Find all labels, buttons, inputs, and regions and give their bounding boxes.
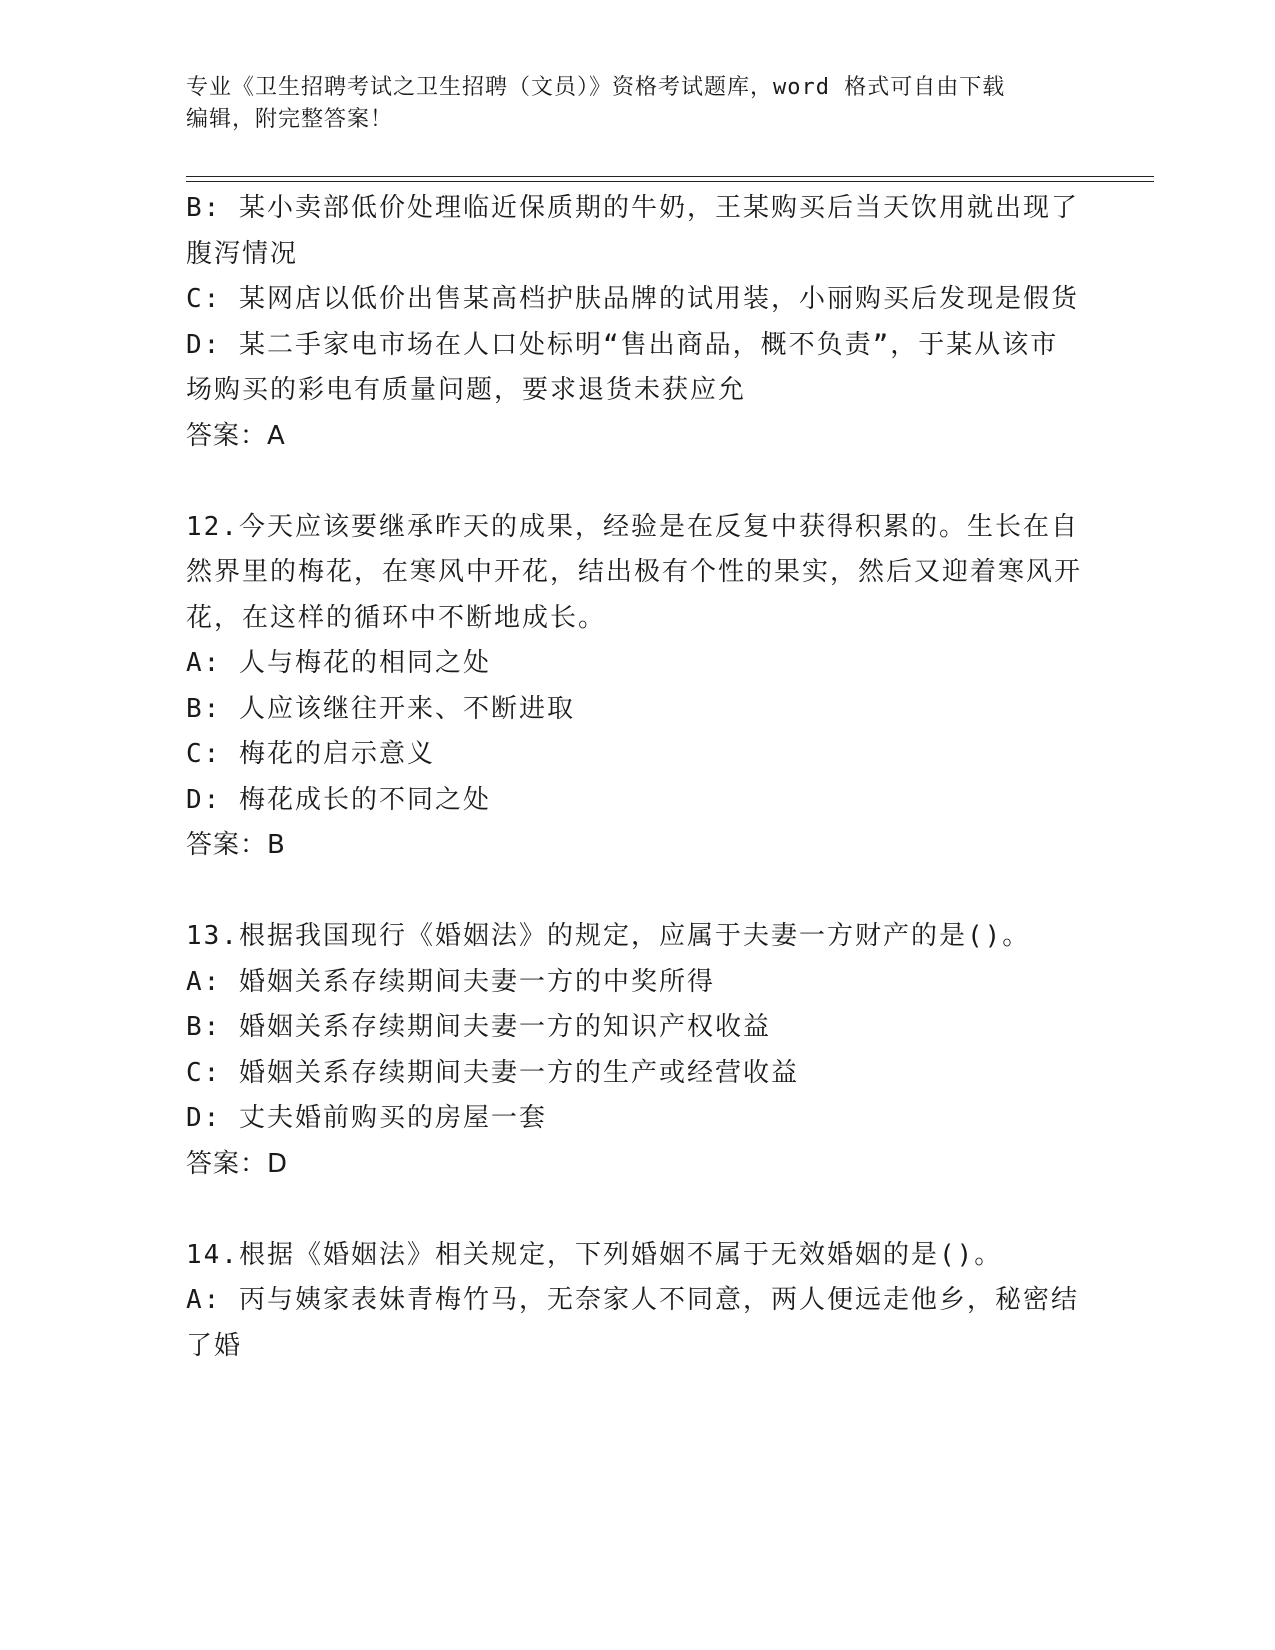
option-d: D: 梅花成长的不同之处 bbox=[186, 784, 491, 815]
option-d: D: 某二手家电市场在人口处标明“售出商品，概不负责”，于某从该市场购买的彩电有质量问题，要求退货未获应允 bbox=[186, 329, 1059, 405]
answer: 答案：B bbox=[186, 830, 286, 860]
option-b: B: 婚姻关系存续期间夫妻一方的知识产权收益 bbox=[186, 1012, 771, 1042]
option-a: A: 丙与姨家表妹青梅竹马，无奈家人不同意，两人便远走他乡，秘密结了婚 bbox=[186, 1285, 1079, 1361]
spacer bbox=[186, 459, 1086, 505]
option-b: B: 某小卖部低价处理临近保质期的牛奶，王某购买后当天饮用就出现了腹泻情况 bbox=[186, 193, 1079, 269]
question-13 bbox=[186, 914, 1086, 1187]
header-divider-top bbox=[186, 176, 1154, 177]
option-c: C: 梅花的启示意义 bbox=[186, 739, 435, 769]
question-stem: 13.根据我国现行《婚姻法》的规定，应属于夫妻一方财产的是()。 bbox=[186, 921, 1031, 951]
question-12 bbox=[186, 505, 1086, 869]
option-d: D: 丈夫婚前购买的房屋一套 bbox=[186, 1103, 547, 1133]
spacer bbox=[186, 1187, 1086, 1233]
header-line-1: 专业《卫生招聘考试之卫生招聘（文员）》资格考试题库，word 格式可自由下载 bbox=[186, 75, 1006, 100]
question-content bbox=[186, 186, 1086, 1369]
answer: 答案：A bbox=[186, 420, 286, 451]
option-b: B: 人应该继往开来、不断进取 bbox=[186, 693, 575, 724]
page-header bbox=[186, 72, 1076, 136]
option-c: C: 婚姻关系存续期间夫妻一方的生产或经营收益 bbox=[186, 1057, 799, 1088]
option-a: A: 婚姻关系存续期间夫妻一方的中奖所得 bbox=[186, 966, 715, 997]
question-11 bbox=[186, 186, 1086, 459]
header-line-2: 编辑，附完整答案！ bbox=[186, 107, 394, 132]
question-stem: 12.今天应该要继承昨天的成果，经验是在反复中获得积累的。生长在自然界里的梅花，在寒风中开花，结出极有个性的果实，然后又迎着寒风开花，在这样的循环中不断地成长。 bbox=[186, 511, 1083, 633]
answer: 答案：D bbox=[186, 1148, 289, 1179]
header-divider-bottom bbox=[186, 181, 1154, 182]
spacer bbox=[186, 869, 1086, 915]
option-a: A: 人与梅花的相同之处 bbox=[186, 648, 491, 678]
option-c: C: 某网店以低价出售某高档护肤品牌的试用装，小丽购买后发现是假货 bbox=[186, 284, 1079, 314]
question-stem: 14.根据《婚姻法》相关规定，下列婚姻不属于无效婚姻的是()。 bbox=[186, 1239, 1003, 1270]
question-14 bbox=[186, 1233, 1086, 1370]
